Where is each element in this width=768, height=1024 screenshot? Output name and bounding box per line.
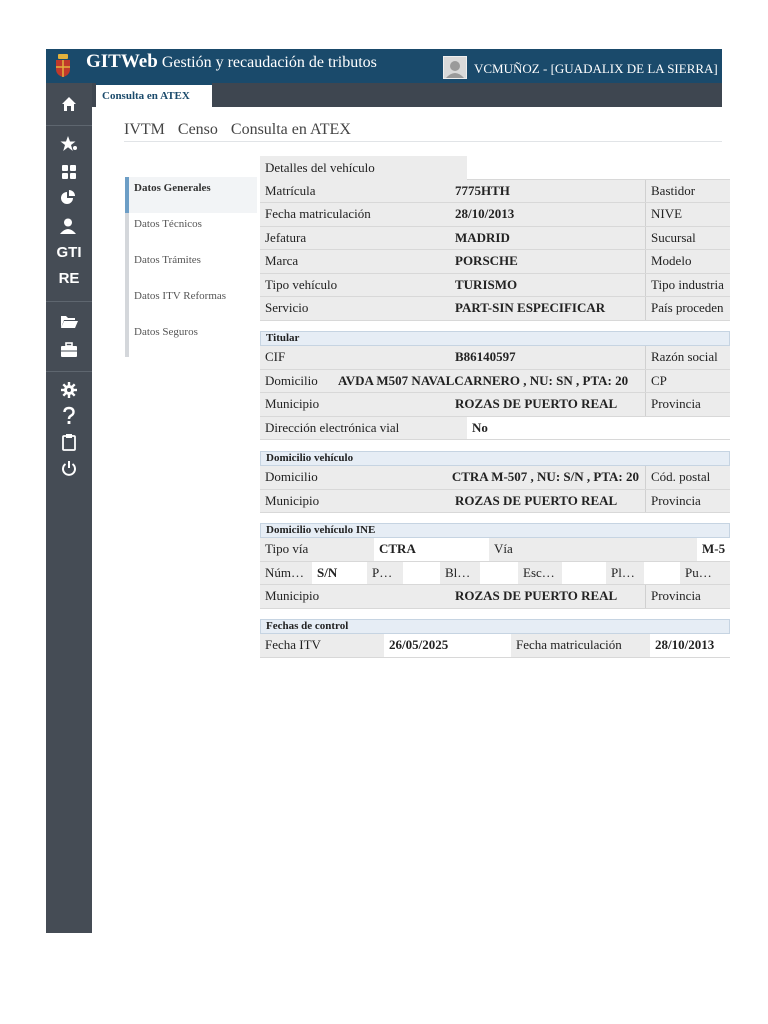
table-row [260,634,730,658]
direccion-electronica-value: No [467,417,730,440]
field-label: Matrícula [265,182,316,198]
fechas-control-title: Fechas de control [260,619,730,634]
breadcrumb [124,121,364,139]
sidebar-divider [46,371,92,372]
sidebar-re[interactable] [46,265,92,291]
field-label: Fecha matriculación [511,634,650,657]
briefcase-icon [60,342,78,358]
brand-subtitle: Gestión y recaudación de tributos [161,54,377,71]
breadcrumb-consulta-atex: Consulta en ATEX [230,121,351,138]
breadcrumb-censo[interactable]: Censo [177,121,218,138]
portal-value [403,562,440,585]
star-icon [60,136,78,152]
table-row [260,203,730,227]
marca-value: PORSCHE [455,253,518,269]
question-icon [62,407,76,425]
domicilio-vehiculo-panel [260,451,730,513]
field-label: CP [645,370,730,393]
table-row [260,250,730,274]
field-label: Municipio [265,396,320,412]
gti-label: GTI [56,243,82,261]
titular-municipio-value: ROZAS DE PUERTO REAL [455,396,618,412]
titular-domicilio-value: AVDA M507 NAVALCARNERO , NU: SN , PTA: 20 [338,372,629,388]
field-label: Tipo vía [265,541,309,557]
fecha-itv-value: 26/05/2025 [384,634,511,657]
grid-icon [61,164,77,180]
top-header [46,49,722,83]
sidebar-home[interactable] [46,91,92,117]
sidebar-help[interactable] [46,403,92,429]
vehicle-details-blank [467,156,730,180]
table-row [260,538,730,562]
vehicle-details-title: Detalles del vehículo [260,156,467,180]
field-label: Jefatura [265,229,307,245]
table-row [260,370,730,394]
planta-value [644,562,680,585]
titular-panel [260,331,730,440]
field-label: Domicilio [265,469,318,485]
titular-title: Titular [260,331,730,346]
field-label: Dirección electrónica vial [265,419,400,435]
gear-icon [61,382,77,398]
vehicle-details-panel [260,156,730,321]
field-label: Provincia [645,393,730,416]
field-label: Vía [494,541,513,557]
field-label: Fecha ITV [260,634,384,657]
field-label: Razón social [645,346,730,369]
tab-bar [92,83,722,107]
field-label: Provincia [645,490,730,513]
home-icon [61,96,77,112]
field-label: Marca [265,253,299,269]
table-row [260,227,730,251]
field-label: Sucursal [645,227,730,250]
table-row [260,490,730,514]
user-name: VCMUÑOZ [474,61,540,76]
via-value: M-5 [697,538,730,561]
nav-datos-seguros[interactable]: Datos Seguros [125,321,257,357]
power-icon [61,460,77,476]
table-row [260,393,730,417]
clipboard-icon [62,433,76,451]
vehicle-details-header-row [260,156,730,180]
matricula-value: 7775HTH [455,182,510,198]
field-label: CIF [265,349,286,365]
field-label: NIVE [645,203,730,226]
table-row [260,346,730,370]
breadcrumb-ivtm[interactable]: IVTM [124,121,165,138]
sidebar-reports[interactable] [46,185,92,211]
section-nav [125,177,257,357]
table-row [260,562,730,586]
user-avatar[interactable] [443,56,467,79]
tipo-vehiculo-value: TURISMO [455,276,518,292]
nav-datos-tramites[interactable]: Datos Trámites [125,249,257,285]
field-label: Bl… [445,564,471,580]
table-row [260,297,730,321]
escalera-value [562,562,606,585]
vehiculo-municipio-value: ROZAS DE PUERTO REAL [455,492,618,508]
servicio-value: PART-SIN ESPECIFICAR [455,300,606,316]
app-window [46,49,726,933]
field-label: Tipo vehículo [265,276,338,292]
table-row [260,585,730,609]
field-label: Bastidor [645,180,730,203]
field-label: Esc… [523,564,555,580]
field-label: P… [372,564,393,580]
brand-name: GITWeb [86,51,158,72]
breadcrumb-divider [124,141,722,142]
cif-value: B86140597 [455,349,516,365]
nav-datos-tecnicos[interactable]: Datos Técnicos [125,213,257,249]
table-row [260,180,730,204]
user-info[interactable] [474,61,718,77]
field-label: Pl… [611,564,635,580]
ine-municipio-value: ROZAS DE PUERTO REAL [455,588,618,604]
field-label: Pu… [685,564,712,580]
field-label: Modelo [645,250,730,273]
user-separator: - [542,61,548,76]
sidebar-files[interactable] [46,309,92,335]
field-label: Municipio [265,588,320,604]
table-row [260,466,730,490]
pie-chart-icon [60,190,78,206]
folder-open-icon [60,315,78,329]
sidebar-work[interactable] [46,337,92,363]
domicilio-vehiculo-title: Domicilio vehículo [260,451,730,466]
sidebar-logout[interactable] [46,455,92,481]
fecha-matriculacion-control-value: 28/10/2013 [650,634,730,657]
field-label: Provincia [645,585,730,608]
table-row [260,274,730,298]
sidebar-divider [46,125,92,126]
domicilio-ine-panel [260,523,730,609]
field-label: Núm… [265,564,304,580]
jefatura-value: MADRID [455,229,510,245]
sidebar [46,83,92,933]
bloque-value [480,562,518,585]
app-brand[interactable] [86,51,377,73]
field-label: Domicilio [265,372,318,388]
sidebar-gti[interactable] [46,239,92,265]
user-location: [GUADALIX DE LA SIERRA] [550,61,718,76]
nav-datos-generales[interactable]: Datos Generales [125,177,257,213]
re-label: RE [58,269,80,287]
tab-consulta-atex[interactable]: Consulta en ATEX [96,83,212,107]
field-label: Municipio [265,492,320,508]
sidebar-favorites[interactable] [46,131,92,157]
vehiculo-domicilio-value: CTRA M-507 , NU: S/N , PTA: 20 [451,469,639,485]
tipo-via-value: CTRA [374,538,489,561]
field-label: Tipo industria [645,274,730,297]
numero-value: S/N [312,562,367,585]
municipal-crest-icon [54,54,72,78]
nav-datos-itv-reformas[interactable]: Datos ITV Reformas [125,285,257,321]
field-label: Cód. postal [645,466,730,489]
domicilio-ine-title: Domicilio vehículo INE [260,523,730,538]
fechas-control-panel [260,619,730,658]
user-icon [60,218,78,234]
sidebar-settings[interactable] [46,377,92,403]
field-label: Servicio [265,300,309,316]
sidebar-users[interactable] [46,213,92,239]
table-row [260,417,730,441]
sidebar-clipboard[interactable] [46,429,92,455]
user-avatar-icon [444,57,466,78]
field-label: País proceden [645,297,730,320]
field-label: Fecha matriculación [265,206,371,222]
sidebar-modules[interactable] [46,159,92,185]
sidebar-divider [46,301,92,302]
fecha-matriculacion-value: 28/10/2013 [455,206,515,222]
